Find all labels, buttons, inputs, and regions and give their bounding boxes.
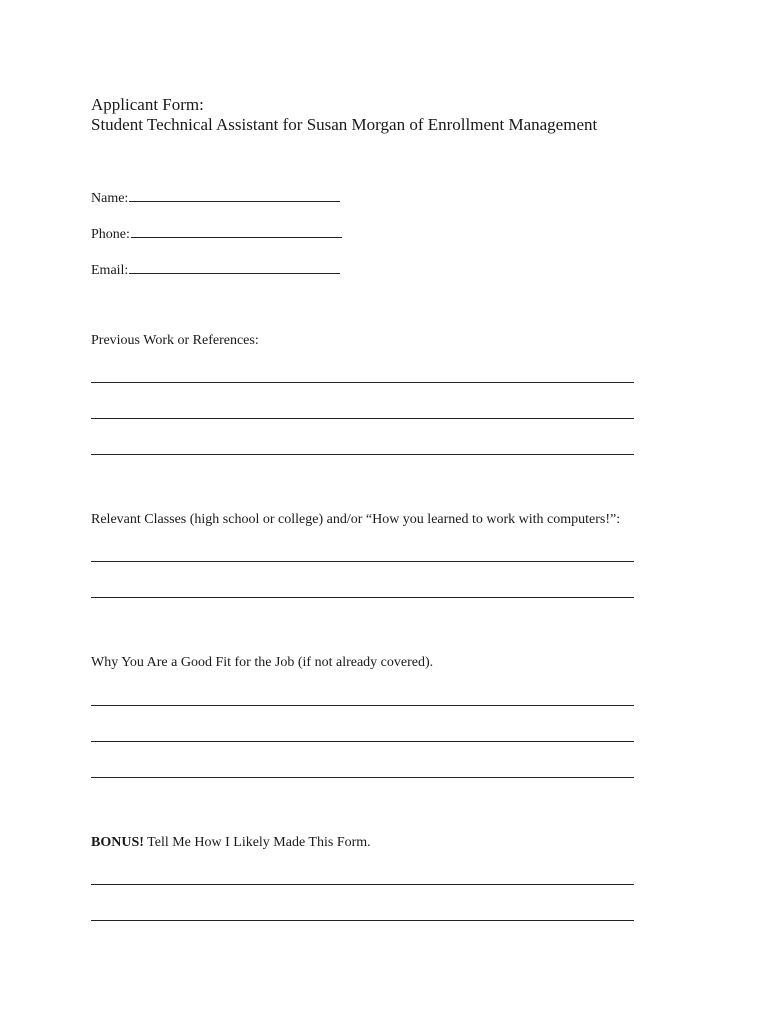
previous-work-label: Previous Work or References: xyxy=(91,333,259,348)
previous-work-answer-line[interactable] xyxy=(91,454,634,455)
email-input-line[interactable] xyxy=(129,261,340,274)
relevant-classes-answer-line[interactable] xyxy=(91,597,634,598)
email-field[interactable] xyxy=(91,261,340,279)
good-fit-label: Why You Are a Good Fit for the Job (if not already covered). xyxy=(91,655,434,670)
relevant-classes-label: Relevant Classes (high school or college) and/or “How you learned to work with computers!”: xyxy=(91,512,621,527)
good-fit-answer-line[interactable] xyxy=(91,777,634,778)
bonus-answer-line[interactable] xyxy=(91,920,634,921)
bonus-label-text: Tell Me How I Likely Made This Form. xyxy=(143,835,371,850)
previous-work-answer-line[interactable] xyxy=(91,382,634,383)
bonus-label xyxy=(91,835,371,851)
form-title: Applicant Form: xyxy=(91,95,204,114)
previous-work-answer-line[interactable] xyxy=(91,418,634,419)
name-label: Name: xyxy=(91,191,129,206)
relevant-classes-answer-line[interactable] xyxy=(91,561,634,562)
bonus-label-bold: BONUS! xyxy=(91,835,144,850)
good-fit-answer-line[interactable] xyxy=(91,705,634,706)
email-label: Email: xyxy=(91,263,129,278)
form-subtitle: Student Technical Assistant for Susan Morgan of Enrollment Management xyxy=(91,115,598,134)
bonus-answer-line[interactable] xyxy=(91,884,634,885)
good-fit-answer-line[interactable] xyxy=(91,741,634,742)
phone-label: Phone: xyxy=(91,227,130,242)
name-input-line[interactable] xyxy=(129,189,340,202)
phone-input-line[interactable] xyxy=(131,225,342,238)
name-field[interactable] xyxy=(91,189,340,207)
phone-field[interactable] xyxy=(91,225,342,243)
